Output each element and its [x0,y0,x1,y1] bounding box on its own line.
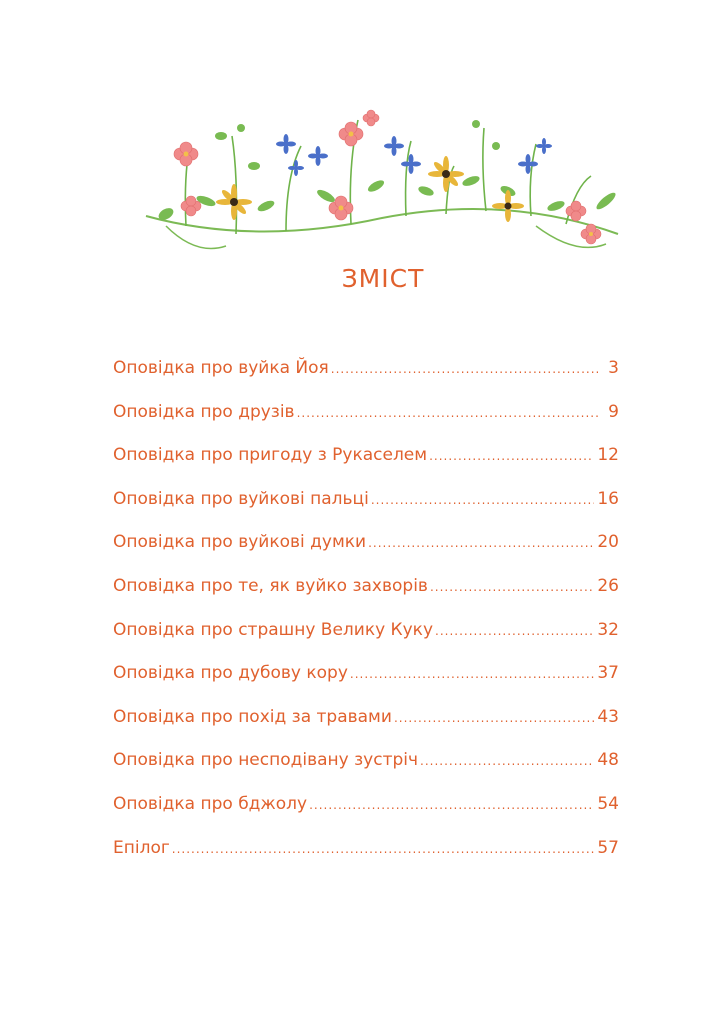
toc-page-number: 48 [597,750,619,771]
toc-entry-title: Оповідка про пригоду з Рукаселем [113,445,428,466]
toc-page-number: 12 [597,445,619,466]
wildflower-garland-icon [136,106,628,266]
toc-page-number: 3 [608,358,619,378]
toc-leader-dots [371,493,595,507]
toc-page-number: 43 [597,706,619,727]
toc-entry-title: Оповідка про похід за травами [113,706,392,727]
toc-entry[interactable] [113,620,619,664]
toc-page-number: 54 [597,793,619,814]
toc-entry[interactable] [113,750,619,794]
toc-leader-dots [435,624,594,638]
toc-leader-dots [331,362,598,376]
toc-leader-dots [430,580,594,594]
toc-entry-title: Епілог [113,837,170,858]
toc-page-number: 20 [597,532,619,553]
toc-entry-title: Оповідка про вуйкові пальці [113,488,369,509]
toc-leader-dots [429,449,594,463]
toc-page-number: 16 [597,488,619,509]
toc-entry[interactable] [113,402,619,446]
toc-page-number: 26 [597,575,619,596]
toc-entry-title: Оповідка про те, як вуйко захворів [113,575,428,596]
toc-entry-title: Оповідка про страшну Велику Куку [113,619,434,640]
toc-entry-title: Оповідка про несподівану зустріч [113,750,419,771]
page-title: ЗМІСТ [341,264,425,293]
toc-entry-title: Оповідка про друзів [113,401,295,422]
toc-leader-dots [394,711,594,725]
toc-page-number: 37 [597,663,619,684]
toc-leader-dots [297,406,598,420]
toc-entry[interactable] [113,532,619,576]
toc-entry[interactable] [113,838,619,882]
toc-entry[interactable] [113,576,619,620]
toc-entry[interactable] [113,445,619,489]
toc-page-number: 9 [608,401,619,422]
toc-leader-dots [309,798,594,812]
toc-leader-dots [172,842,595,856]
toc-leader-dots [420,754,594,768]
toc-page-number: 57 [597,837,619,858]
toc-entry-title: Оповідка про дубову кору [113,663,348,684]
toc-entry[interactable] [113,794,619,838]
toc-entry[interactable] [113,707,619,751]
table-of-contents [113,358,619,881]
toc-entry-title: Оповідка про бджолу [113,793,308,814]
toc-entry[interactable] [113,663,619,707]
toc-entry-title: Оповідка про вуйка Йоя [113,358,329,378]
toc-entry-title: Оповідка про вуйкові думки [113,532,367,553]
toc-leader-dots [350,667,594,681]
toc-leader-dots [368,536,594,550]
toc-entry[interactable] [113,358,619,402]
toc-entry[interactable] [113,489,619,533]
toc-page-number: 32 [597,619,619,640]
